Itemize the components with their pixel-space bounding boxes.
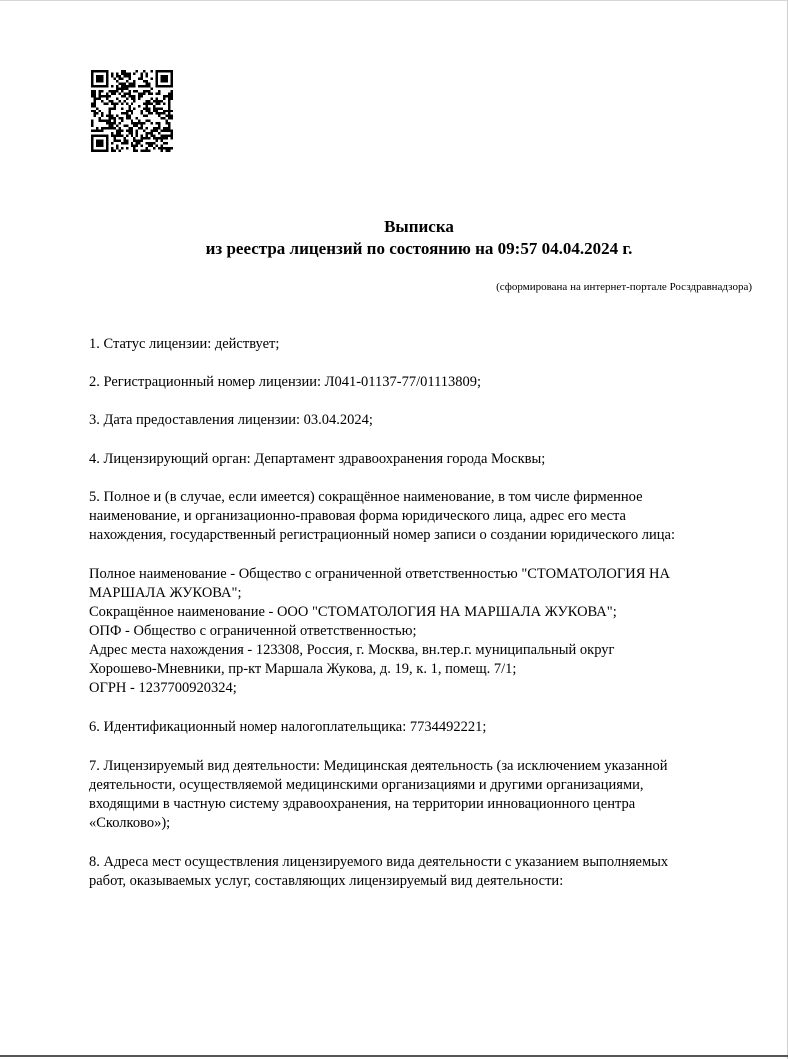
text-line: деятельности, осуществляемой медицинскими организациями и другими организациями,: [89, 777, 644, 793]
license-status: 1. Статус лицензии: действует;: [89, 336, 280, 352]
text-line: 7. Лицензируемый вид деятельности: Медицинская деятельность (за исключением указанной: [89, 758, 668, 774]
document-subtitle: из реестра лицензий по состоянию на 09:57 04.04.2024 г.: [205, 239, 633, 258]
text-line: «Сколково»);: [89, 815, 171, 831]
qr-code-icon: [91, 70, 173, 152]
org-full-name: Полное наименование - Общество с ограниченной ответственностью "СТОМАТОЛОГИЯ НА: [89, 566, 670, 582]
licensed-activity: [89, 757, 739, 833]
org-ogrn: ОГРН - 1237700920324;: [89, 680, 237, 696]
org-address: Адрес места нахождения - 123308, Россия, г. Москва, вн.тер.г. муниципальный округ: [89, 642, 615, 658]
organization-details: [89, 565, 739, 698]
text-line: нахождения, государственный регистрационный номер записи о создании юридического лица:: [89, 527, 675, 543]
text-line: работ, оказываемых услуг, составляющих лицензируемый вид деятельности:: [89, 873, 564, 889]
item-5-heading: [89, 488, 739, 545]
activity-addresses: [89, 853, 739, 891]
org-address-cont: Хорошево-Мневники, пр-кт Маршала Жукова, д. 19, к. 1, помещ. 7/1;: [89, 661, 517, 677]
taxpayer-id: 6. Идентификационный номер налогоплательщика: 7734492221;: [89, 719, 487, 735]
license-registration-number: 2. Регистрационный номер лицензии: Л041-01137-77/01113809;: [89, 374, 482, 390]
text-line: 8. Адреса мест осуществления лицензируемого вида деятельности с указанием выполняемых: [89, 854, 669, 870]
page-bottom-edge: [0, 1055, 788, 1057]
org-legal-form: ОПФ - Общество с ограниченной ответственностью;: [89, 623, 417, 639]
text-line: 5. Полное и (в случае, если имеется) сокращённое наименование, в том числе фирменное: [89, 489, 643, 505]
license-issue-date: 3. Дата предоставления лицензии: 03.04.2024;: [89, 412, 373, 428]
generated-note: (сформирована на интернет-портале Росздравнадзора): [496, 281, 752, 293]
document-title: Выписка: [384, 217, 454, 236]
text-line: наименование, и организационно-правовая форма юридического лица, адрес его места: [89, 508, 626, 524]
text-line: входящими в частную систему здравоохранения, на территории инновационного центра: [89, 796, 636, 812]
org-short-name: Сокращённое наименование - ООО "СТОМАТОЛОГИЯ НА МАРШАЛА ЖУКОВА";: [89, 604, 617, 620]
org-full-name-cont: МАРШАЛА ЖУКОВА";: [89, 585, 242, 601]
licensing-authority: 4. Лицензирующий орган: Департамент здравоохранения города Москвы;: [89, 451, 546, 467]
page-top-edge: [0, 0, 788, 1]
